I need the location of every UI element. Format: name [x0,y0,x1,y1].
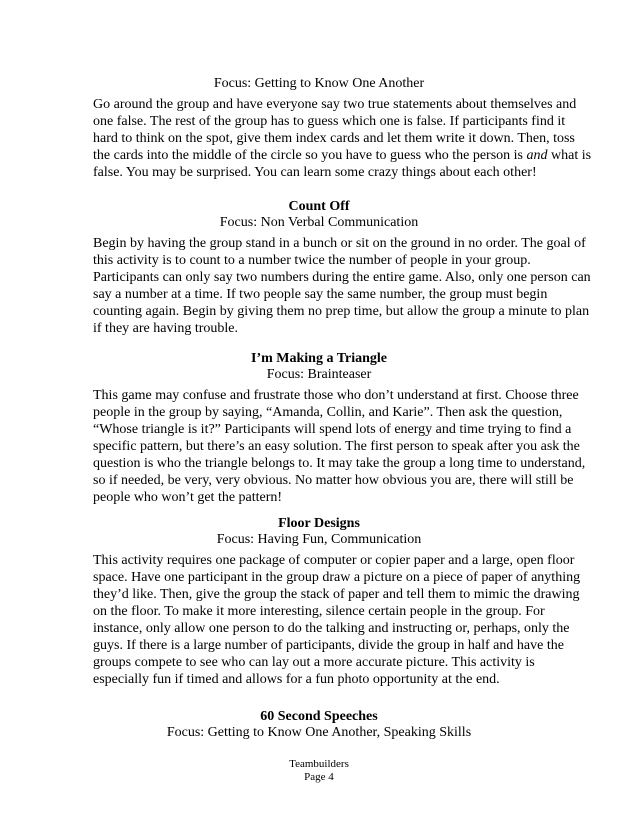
paragraph-line: this activity is to count to a number twice the number of people in your group. [93,253,531,268]
paragraph-line: so if needed, be very, very obvious. No matter how obvious you are, there will still be [93,473,574,488]
section-paragraph [93,387,586,506]
section-paragraph [93,235,591,337]
section-focus: Focus: Getting to Know One Another [213,76,425,91]
footer-page-number: Page 4 [304,771,334,783]
section-focus: Focus: Having Fun, Communication [216,532,422,547]
paragraph-line: if they are having trouble. [93,321,239,336]
section-title: Count Off [288,199,350,214]
paragraph-line: Begin by having the group stand in a bunch or sit on the ground in no order. The goal of [93,236,586,251]
section-paragraph [93,552,581,688]
paragraph-line: guys. If there is a large number of participants, divide the group in half and have the [93,638,564,653]
paragraph-line: “Whose triangle is it?” Participants will spend lots of energy and time trying to find a [93,422,572,437]
section-paragraph [93,96,592,181]
paragraph-line: they’d like. Then, give the group the stack of paper and tell them to mimic the drawing [93,587,580,602]
paragraph-line: This activity requires one package of computer or copier paper and a large, open floor [93,553,575,568]
paragraph-line: people who won’t get the pattern! [93,490,283,505]
paragraph-line: instance, only allow one person to do the talking and instructing or, perhaps, only the [93,621,570,636]
section-title: Floor Designs [278,516,360,531]
paragraph-line: Participants can only say two numbers during the entire game. Also, only one person can [93,270,591,285]
paragraph-line: say a number at a time. If two people say the same number, the group must begin [93,287,548,302]
paragraph-line: groups compete to see who can lay out a more accurate picture. This activity is [93,655,535,670]
paragraph-line [93,147,592,164]
section-focus: Focus: Non Verbal Communication [219,215,419,230]
paragraph-line: false. You may be surprised. You can learn some crazy things about each other! [93,165,537,180]
paragraph-line: especially fun if timed and allows for a fun photo opportunity at the end. [93,672,500,687]
line-text: the cards into the middle of the circle so you have to guess who the person is [93,148,527,163]
paragraph-line: Go around the group and have everyone say two true statements about themselves and [93,97,577,112]
paragraph-line: one false. The rest of the group has to guess which one is false. If participants find it [93,114,566,129]
paragraph-line: on the floor. To make it more interesting, silence certain people in the group. For [93,604,545,619]
emphasized-word: and [526,148,548,163]
paragraph-line: specific pattern, but there’s an easy solution. The first person to speak after you ask the [93,439,580,454]
paragraph-line: This game may confuse and frustrate those who don’t understand at first. Choose three [93,388,579,403]
paragraph-line: counting again. Begin by giving them no prep time, but allow the group a minute to plan [93,304,590,319]
section-focus: Focus: Brainteaser [266,367,372,382]
paragraph-line: people in the group by saying, “Amanda, Collin, and Karie”. Then ask the question, [93,405,563,420]
section-title: 60 Second Speeches [260,709,378,724]
paragraph-line: hard to think on the spot, give them index cards and let them write it down. Then, toss [93,131,575,146]
paragraph-line: space. Have one participant in the group draw a picture on a piece of paper of anything [93,570,581,585]
section-title: I’m Making a Triangle [251,351,387,366]
section-focus: Focus: Getting to Know One Another, Speaking Skills [166,725,472,740]
line-tail: what is [547,148,592,163]
footer-doc-name: Teambuilders [289,758,349,770]
paragraph-line: question is who the triangle belongs to. It may take the group a long time to understand, [93,456,586,471]
